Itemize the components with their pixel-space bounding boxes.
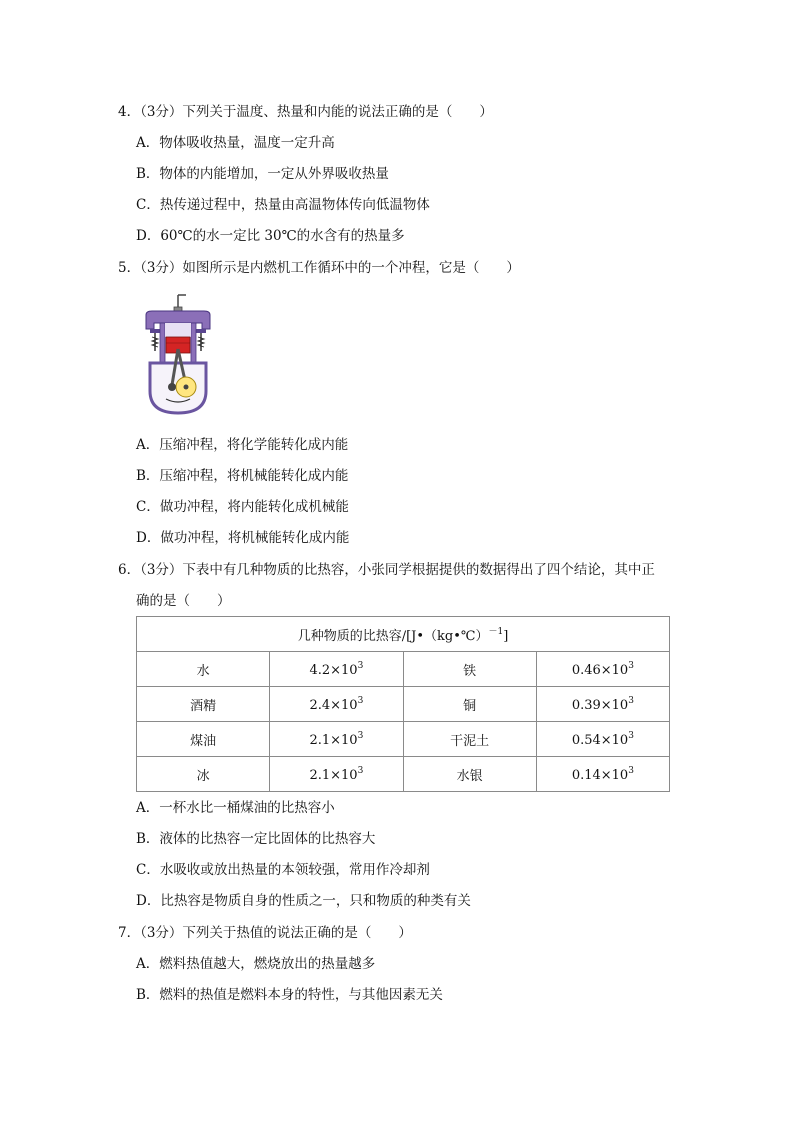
value-cell [270, 722, 403, 757]
question-5-stem: 5．（3分）如图所示是内燃机工作循环中的一个冲程，它是（ ） [118, 260, 520, 276]
question-6-stem-continued: 确的是（ ） [136, 593, 231, 609]
substance-cell: 铜 [403, 687, 536, 722]
value-exponent: 3 [357, 695, 364, 706]
substance-cell: 酒精 [137, 687, 270, 722]
value-base: 0.46×10 [571, 662, 629, 678]
question-4-option-c[interactable]: C．热传递过程中，热量由高温物体传向低温物体 [136, 197, 430, 213]
value-base: 0.14×10 [571, 767, 629, 783]
substance-cell: 水 [137, 652, 270, 687]
question-5-option-c[interactable]: C．做功冲程，将内能转化成机械能 [136, 499, 349, 515]
value-cell [536, 757, 669, 792]
value-exponent: 3 [357, 765, 364, 776]
substance-cell: 煤油 [137, 722, 270, 757]
specific-heat-table [136, 616, 670, 792]
value-exponent: 3 [357, 730, 364, 741]
value-exponent: 3 [628, 695, 634, 706]
value-cell [270, 687, 403, 722]
question-6-option-a[interactable]: A．一杯水比一桶煤油的比热容小 [136, 800, 335, 816]
substance-cell: 干泥土 [403, 722, 536, 757]
value-cell [270, 757, 403, 792]
value-exponent: 3 [357, 660, 364, 671]
value-cell [536, 652, 669, 687]
value-base: 0.39×10 [571, 697, 629, 713]
question-4-option-d[interactable]: D．60℃的水一定比 30℃的水含有的热量多 [136, 228, 405, 244]
value-exponent: 3 [628, 730, 634, 741]
question-4-option-b[interactable]: B．物体的内能增加，一定从外界吸收热量 [136, 166, 389, 182]
value-cell [536, 687, 669, 722]
question-7-option-a[interactable]: A．燃料热值越大，燃烧放出的热量越多 [136, 956, 376, 972]
question-5-option-d[interactable]: D．做功冲程，将机械能转化成内能 [136, 530, 350, 546]
value-cell [270, 652, 403, 687]
table-row [137, 757, 670, 792]
table-row [137, 722, 670, 757]
question-5-option-a[interactable]: A．压缩冲程，将化学能转化成内能 [136, 437, 349, 453]
engine-stroke-diagram-icon [142, 293, 214, 415]
question-6-option-c[interactable]: C．水吸收或放出热量的本领较强，常用作冷却剂 [136, 862, 430, 878]
value-base: 2.1×10 [309, 732, 358, 748]
table-row [137, 687, 670, 722]
table-caption-text: 几种物质的比热容/[J•（kg•℃） [297, 629, 489, 644]
value-base: 2.1×10 [309, 767, 358, 783]
table-caption-end: ] [503, 629, 509, 644]
question-5-option-b[interactable]: B．压缩冲程，将机械能转化成内能 [136, 468, 349, 484]
substance-cell: 冰 [137, 757, 270, 792]
table-row [137, 652, 670, 687]
question-7-stem: 7．（3分）下列关于热值的说法正确的是（ ） [118, 925, 412, 941]
table-caption [137, 617, 670, 652]
question-6-option-b[interactable]: B．液体的比热容一定比固体的比热容大 [136, 831, 376, 847]
value-cell [536, 722, 669, 757]
question-6-option-d[interactable]: D．比热容是物质自身的性质之一，只和物质的种类有关 [136, 893, 471, 909]
value-base: 2.4×10 [309, 697, 358, 713]
substance-cell: 铁 [403, 652, 536, 687]
substance-cell: 水银 [403, 757, 536, 792]
value-exponent: 3 [628, 660, 634, 671]
value-base: 4.2×10 [309, 662, 358, 678]
question-6-stem: 6．（3分）下表中有几种物质的比热容，小张同学根据提供的数据得出了四个结论，其中正 [118, 562, 655, 578]
question-4-option-a[interactable]: A．物体吸收热量，温度一定升高 [136, 135, 335, 151]
question-7-option-b[interactable]: B．燃料的热值是燃料本身的特性，与其他因素无关 [136, 987, 443, 1003]
question-4-stem: 4．（3分）下列关于温度、热量和内能的说法正确的是（ ） [118, 104, 493, 120]
value-exponent: 3 [628, 765, 634, 776]
table-caption-exponent: －1 [488, 627, 504, 637]
value-base: 0.54×10 [571, 732, 629, 748]
